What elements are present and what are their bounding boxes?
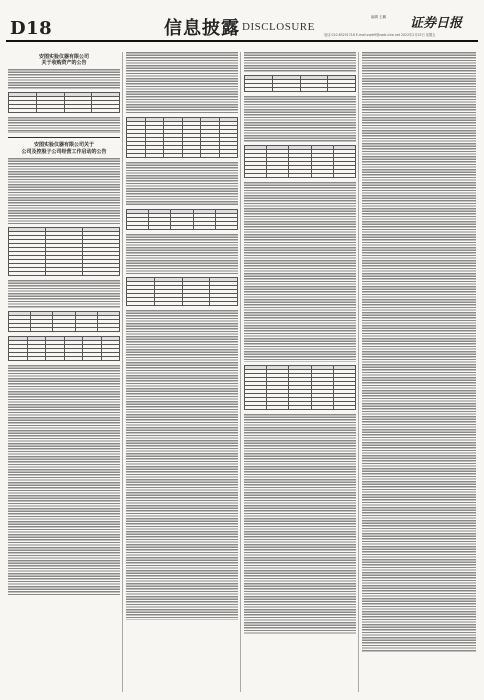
body-text [244, 182, 356, 362]
body-text [8, 365, 120, 595]
data-table [244, 365, 356, 410]
column-4 [362, 52, 476, 655]
body-text [8, 280, 120, 308]
column-2 [126, 52, 238, 623]
body-text [244, 96, 356, 142]
data-table [8, 92, 120, 113]
article-title: 安图实验仪器有限公司 关于收购资产的公告 [38, 54, 89, 67]
data-table [244, 75, 356, 92]
data-table [126, 277, 238, 306]
contact-date-line: 电话 010-83251716 E-mail:zqrb9@zqrb.sina.net 2022年2月25日 星期五 [324, 33, 436, 37]
body-text [126, 52, 238, 114]
column-rule [358, 52, 359, 692]
data-table [8, 311, 120, 332]
editor-credit: 编辑 王鹏 [371, 15, 387, 19]
body-text [8, 69, 120, 89]
body-text [126, 162, 238, 206]
page-number: D18 [10, 18, 53, 39]
body-text [244, 52, 356, 72]
masthead [6, 8, 478, 42]
column-3 [244, 52, 356, 637]
body-text [362, 52, 476, 652]
section-title: 信息披露 [164, 18, 240, 39]
section-title-en: DISCLOSURE [242, 21, 315, 33]
body-text [8, 158, 120, 224]
data-table [126, 117, 238, 158]
data-table [244, 145, 356, 178]
body-text [126, 234, 238, 274]
body-text [8, 117, 120, 133]
data-table [8, 336, 120, 361]
column-rule [122, 52, 123, 692]
newspaper-logo: 证券日报 [410, 16, 463, 31]
body-text [126, 310, 238, 620]
article-divider [8, 137, 120, 138]
column-rule [240, 52, 241, 692]
body-text [244, 414, 356, 634]
column-1 [8, 52, 120, 598]
data-table [8, 227, 120, 276]
article-title: 安图实验仪器有限公司关于 公司及控股子公司经营工作启动的公告 [21, 142, 107, 155]
data-table [126, 209, 238, 230]
